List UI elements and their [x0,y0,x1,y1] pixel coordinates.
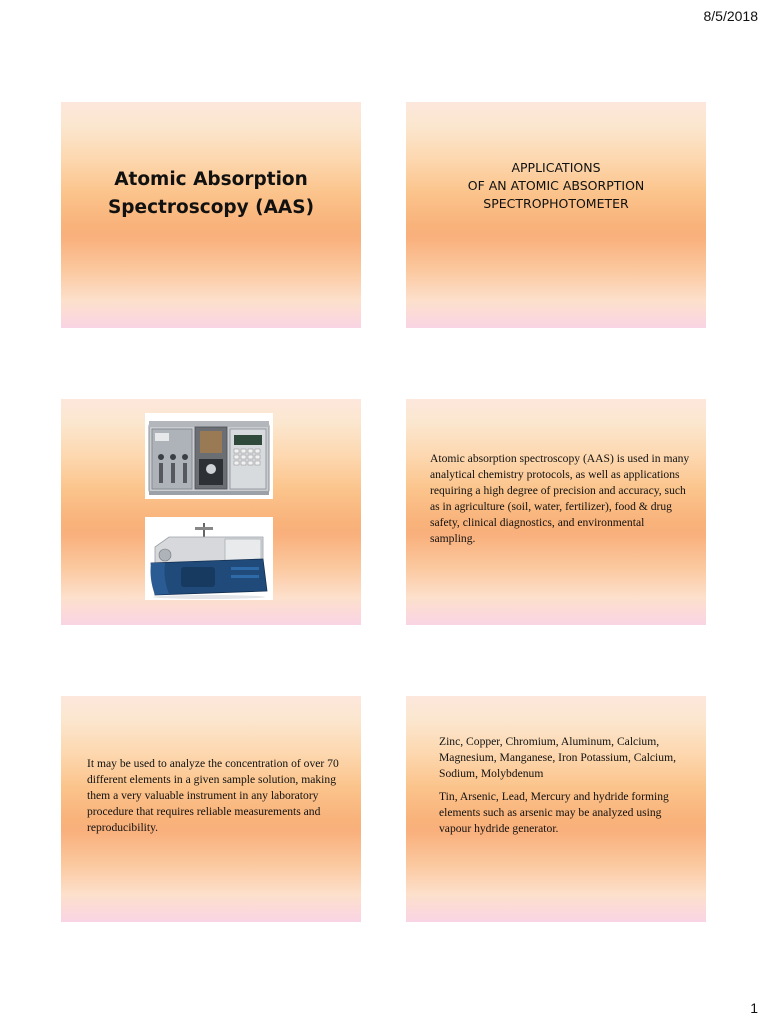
slide-4-aas-usage [406,399,706,625]
page-number: 1 [750,1000,758,1016]
slide-body-text: Atomic absorption spectroscopy (AAS) is used in many analytical chemistry protocols, as well as applications requiring a high degree of precision and accuracy, such as in agriculture (soil, water, fertilizer), food & drug safety, clinical diagnostics, and environmental sampling. [430,452,690,545]
slide-5-concentration [61,696,361,922]
elements-paragraph-1: Zinc, Copper, Chromium, Aluminum, Calcium, Magnesium, Manganese, Iron Potassium, Calcium, Sodium, Molybdenum [439,735,676,780]
slide-2-applications [406,102,706,328]
title-line-2: Spectroscopy (AAS) [107,197,315,218]
page-date: 8/5/2018 [703,8,758,24]
slide-3-instrument-photos [61,399,361,625]
slide-body-text: It may be used to analyze the concentration of over 70 different elements in a given sample solution, making them a very valuable instrument in any laboratory procedure that requires reliable measurements and reproducibility. [87,757,339,834]
title-line-3: SPECTROPHOTOMETER [483,196,629,211]
title-line-2: OF AN ATOMIC ABSORPTION [467,178,645,193]
title-line-1: APPLICATIONS [511,160,601,175]
slide-6-elements [406,696,706,922]
slide-1-title [61,102,361,328]
aas-instrument-photo-grey [145,413,273,499]
slide-title [61,166,361,222]
title-line-1: Atomic Absorption [114,169,308,190]
aas-instrument-photo-blue [145,517,273,600]
elements-paragraph-2: Tin, Arsenic, Lead, Mercury and hydride forming elements such as arsenic may be analyzed using vapour hydride generator. [439,790,669,835]
slide-body-text [439,734,685,837]
slide-title [406,159,706,213]
